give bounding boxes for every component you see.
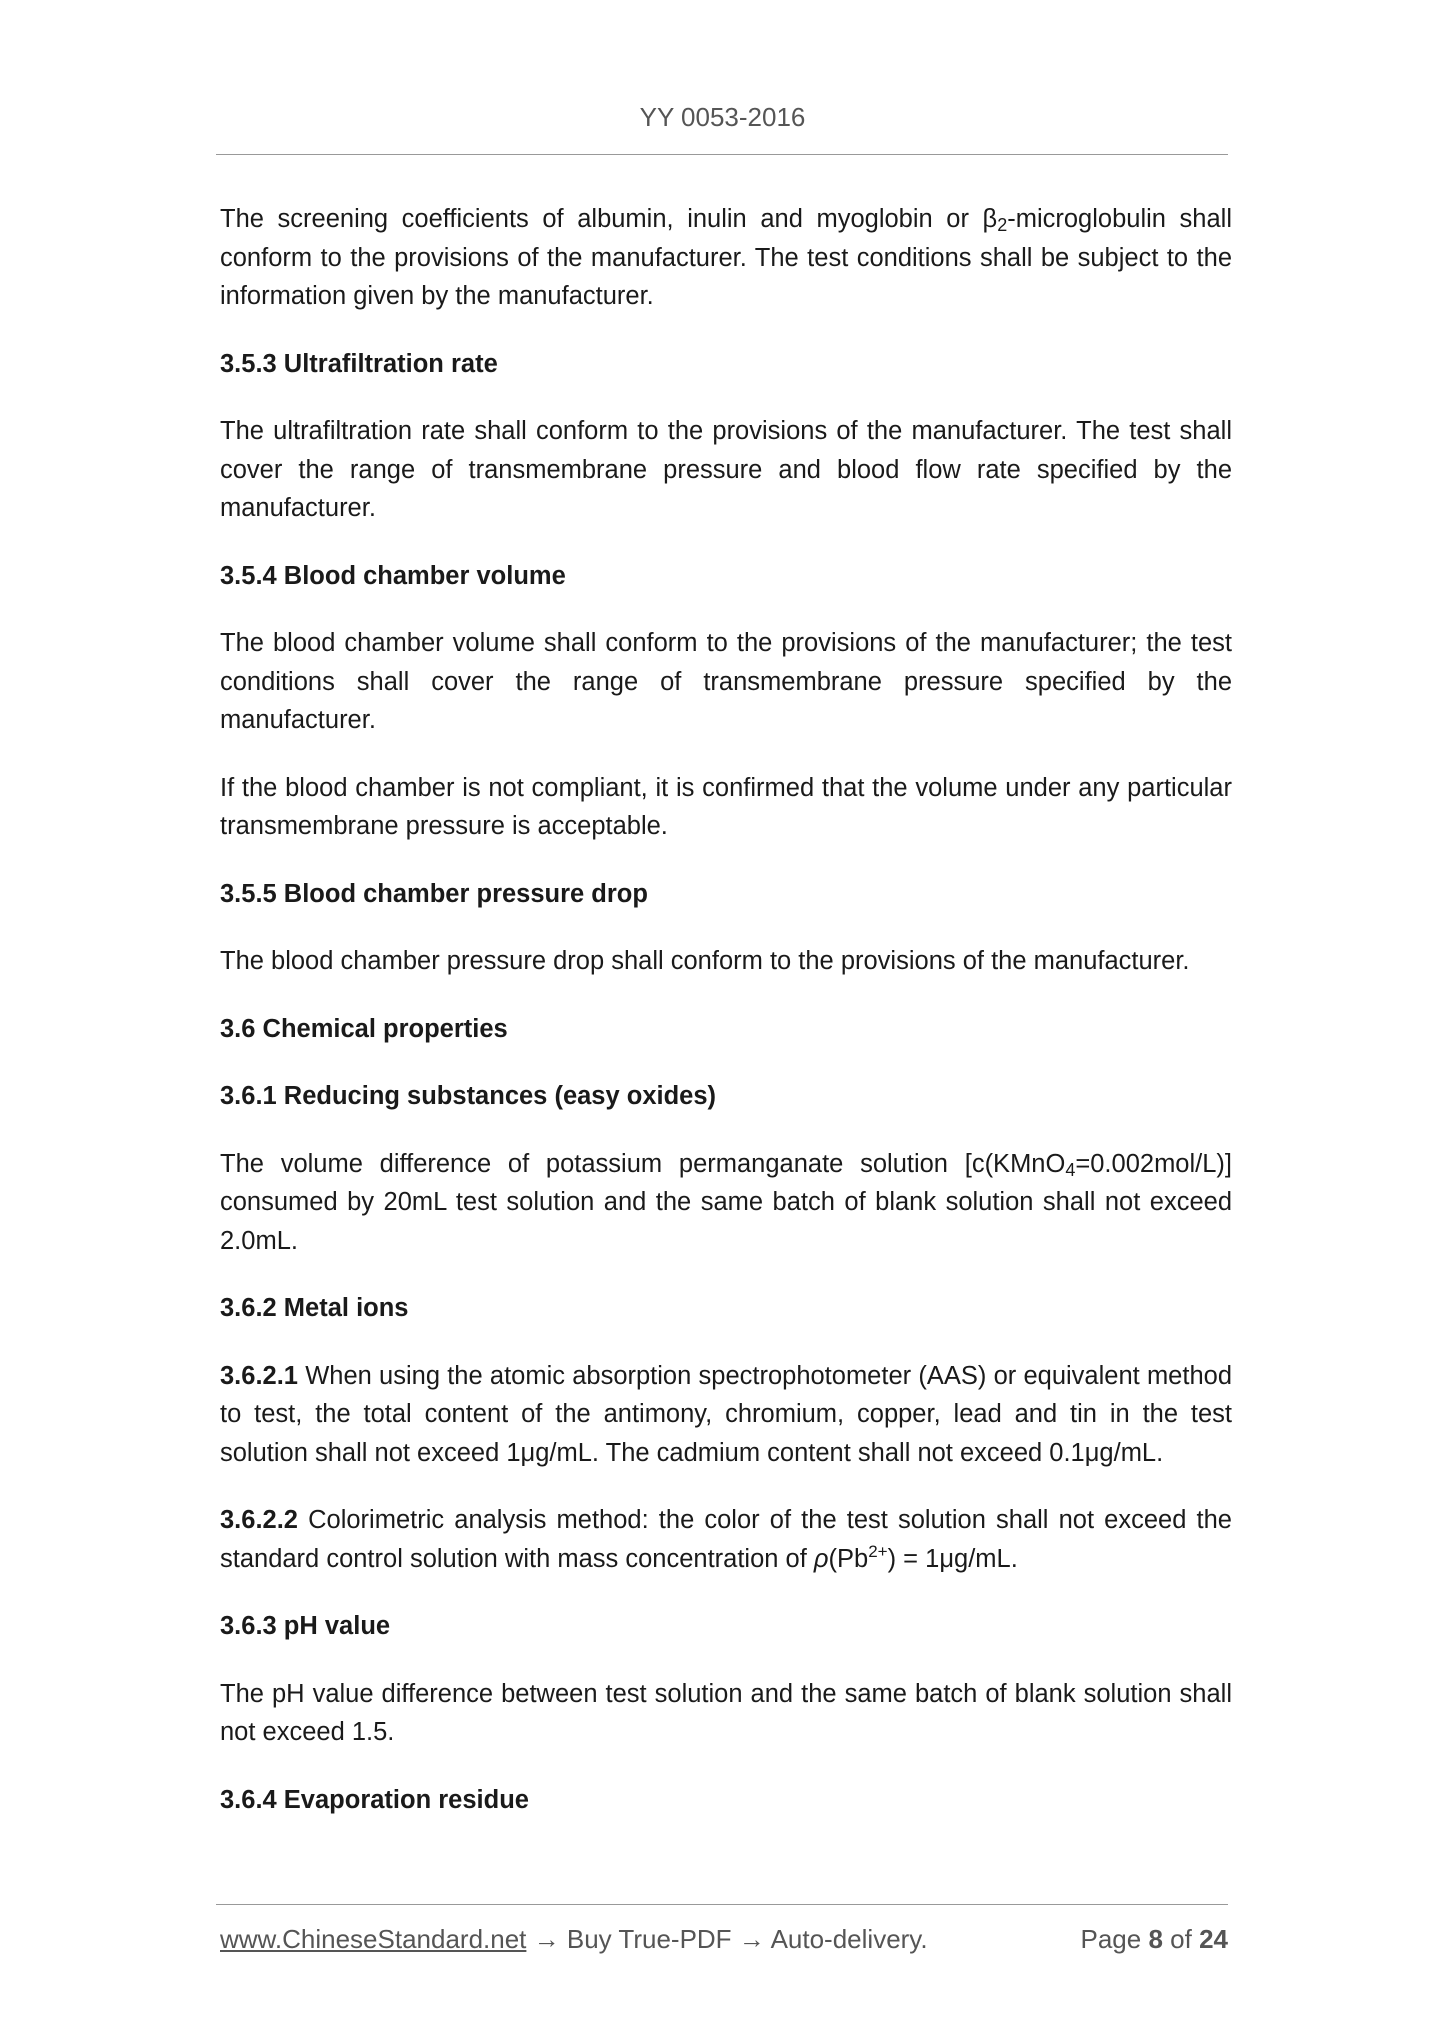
document-id: YY 0053-2016 [639,102,806,132]
paragraph-blood-chamber-volume: The blood chamber volume shall conform to the provisions of the manufacturer; the test conditions shall cover the range of transmembrane pressure specified by the manufacturer. [220,629,1232,734]
heading-3-6: 3.6 Chemical properties [220,1014,508,1043]
document-body [220,200,1232,1848]
heading-3-6-1: 3.6.1 Reducing substances (easy oxides) [220,1082,717,1110]
footer-tagline: → Buy True-PDF → Auto-delivery. [526,1924,928,1954]
page-total: 24 [1199,1924,1228,1954]
website-link[interactable]: www.ChineseStandard.net [220,1924,527,1954]
heading-3-6-3: 3.6.3 pH value [220,1612,391,1640]
paragraph-screening-coefficients: The screening coefficients of albumin, inulin and myoglobin or $\beta_2$-microglobulin shall conform to the provisions of the manufacturer. The test conditions shall be subject to the information given by the manufacturer. [220,205,1232,310]
paragraph-blood-chamber-noncompliant: If the blood chamber is not compliant, it is confirmed that the volume under any particular transmembrane pressure is acceptable. [220,773,1232,840]
paragraph-pressure-drop: The blood chamber pressure drop shall conform to the provisions of the manufacturer. [220,947,1190,975]
heading-3-6-4: 3.6.4 Evaporation residue [220,1785,529,1814]
heading-3-5-3: 3.5.3 Ultrafiltration rate [220,349,498,378]
paragraph-reducing-substances: The volume difference of potassium permanganate solution [c(KMnO$_4$=0.002mol/L)] consumed by 20mL test solution and the same batch of blank solution shall not exceed 2.0mL. [220,1149,1232,1255]
page-indicator: Page 8 of 24 [1080,1924,1228,1954]
paragraph-3-6-2-2: 3.6.2.2 Colorimetric analysis method: the color of the test solution shall not exceed the standard control solution with mass concentration of $\rho(Pb^{2+}) = 1\mu g/mL$. [220,1506,1232,1573]
page-number: 8 [1148,1924,1163,1954]
heading-3-5-4: 3.5.4 Blood chamber volume [220,561,566,590]
heading-3-5-5: 3.5.5 Blood chamber pressure drop [220,879,648,908]
page-header [0,102,1445,133]
paragraph-ph-value: The pH value difference between test solution and the same batch of blank solution shall not exceed 1.5. [220,1679,1232,1746]
page-footer [220,1924,1228,1955]
heading-3-6-2: 3.6.2 Metal ions [220,1294,409,1322]
header-divider [216,154,1228,155]
paragraph-3-6-2-1: 3.6.2.1 When using the atomic absorption spectrophotometer (AAS) or equivalent method to test, the total content of the antimony, chromium, copper, lead and tin in the test solution shall not exceed 1μg/mL. The cadmium content shall not exceed 0.1μg/mL. [220,1361,1232,1467]
footer-divider [216,1904,1228,1905]
paragraph-ultrafiltration-rate: The ultrafiltration rate shall conform to the provisions of the manufacturer. The test shall cover the range of transmembrane pressure and blood flow rate specified by the manufacturer. [220,417,1232,522]
